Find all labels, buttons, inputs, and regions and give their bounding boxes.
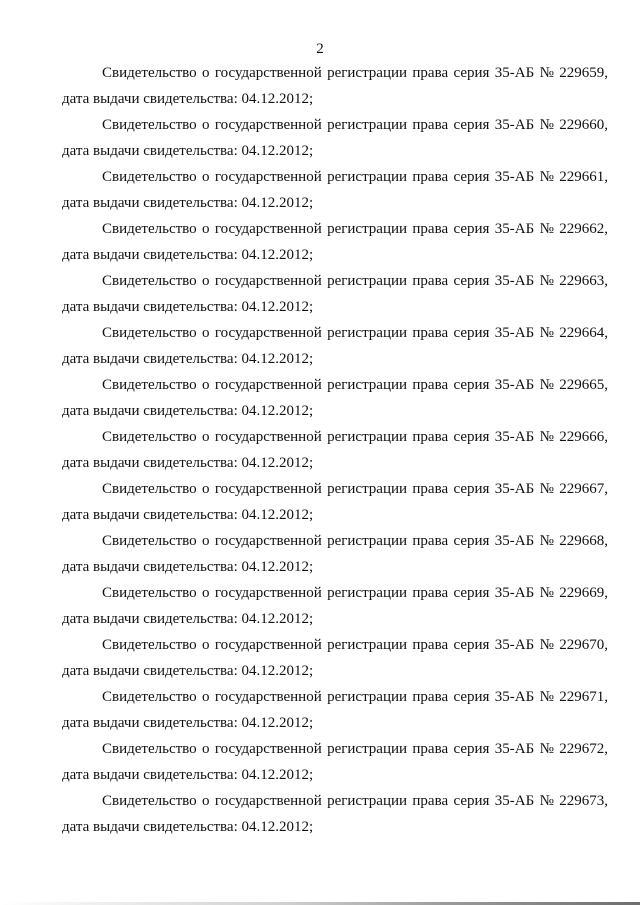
title-word: № xyxy=(539,533,554,549)
title-word: права xyxy=(412,117,449,133)
title-word: № xyxy=(539,793,554,809)
title-word: 35-АБ xyxy=(494,481,535,497)
certificate-title-line xyxy=(62,686,608,712)
title-word: 35-АБ xyxy=(494,221,535,237)
title-word: права xyxy=(412,793,449,809)
issue-date-line: дата выдачи свидетельства: 04.12.2012; xyxy=(62,455,314,471)
certificate-number: 229673, xyxy=(559,793,608,809)
title-word: регистрации xyxy=(327,325,408,341)
title-word: регистрации xyxy=(327,481,408,497)
certificate-number: 229664, xyxy=(559,325,608,341)
title-word: о xyxy=(201,533,210,549)
title-word: Свидетельство xyxy=(102,117,197,133)
title-word: права xyxy=(412,585,449,601)
issue-date-line: дата выдачи свидетельства: 04.12.2012; xyxy=(62,507,314,523)
certificate-entry xyxy=(62,166,608,218)
title-word: государственной xyxy=(214,325,322,341)
title-word: 35-АБ xyxy=(494,585,535,601)
issue-date-line: дата выдачи свидетельства: 04.12.2012; xyxy=(62,819,314,835)
certificate-number: 229660, xyxy=(559,117,608,133)
title-word: регистрации xyxy=(327,689,408,705)
issue-date-line: дата выдачи свидетельства: 04.12.2012; xyxy=(62,559,314,575)
certificate-number: 229672, xyxy=(559,741,608,757)
title-word: Свидетельство xyxy=(102,325,197,341)
certificate-number: 229663, xyxy=(559,273,608,289)
certificate-title-line xyxy=(62,62,608,88)
title-word: 35-АБ xyxy=(494,117,535,133)
title-word: права xyxy=(412,429,449,445)
title-word: о xyxy=(201,689,210,705)
title-word: государственной xyxy=(214,169,322,185)
title-word: о xyxy=(201,65,210,81)
title-word: о xyxy=(201,585,210,601)
title-word: № xyxy=(539,273,554,289)
title-word: Свидетельство xyxy=(102,65,197,81)
title-word: права xyxy=(412,481,449,497)
title-word: № xyxy=(539,65,554,81)
title-word: о xyxy=(201,429,210,445)
title-word: серия xyxy=(453,377,490,393)
title-word: № xyxy=(539,221,554,237)
title-word: Свидетельство xyxy=(102,637,197,653)
title-word: № xyxy=(539,585,554,601)
title-word: государственной xyxy=(214,637,322,653)
title-word: 35-АБ xyxy=(494,429,535,445)
issue-date-line: дата выдачи свидетельства: 04.12.2012; xyxy=(62,91,314,107)
title-word: права xyxy=(412,65,449,81)
certificate-entry xyxy=(62,374,608,426)
certificate-number: 229671, xyxy=(559,689,608,705)
title-word: серия xyxy=(453,637,490,653)
title-word: регистрации xyxy=(327,65,408,81)
title-word: регистрации xyxy=(327,117,408,133)
issue-date-line: дата выдачи свидетельства: 04.12.2012; xyxy=(62,403,314,419)
title-word: 35-АБ xyxy=(494,273,535,289)
title-word: серия xyxy=(453,65,490,81)
title-word: серия xyxy=(453,741,490,757)
title-word: № xyxy=(539,117,554,133)
certificate-title-line xyxy=(62,374,608,400)
issue-date-line: дата выдачи свидетельства: 04.12.2012; xyxy=(62,299,314,315)
title-word: Свидетельство xyxy=(102,481,197,497)
title-word: государственной xyxy=(214,689,322,705)
title-word: серия xyxy=(453,481,490,497)
certificate-title-line xyxy=(62,218,608,244)
certificate-entry xyxy=(62,426,608,478)
certificate-number: 229661, xyxy=(559,169,608,185)
title-word: о xyxy=(201,481,210,497)
issue-date-line: дата выдачи свидетельства: 04.12.2012; xyxy=(62,247,314,263)
title-word: регистрации xyxy=(327,533,408,549)
title-word: Свидетельство xyxy=(102,377,197,393)
title-word: серия xyxy=(453,117,490,133)
title-word: Свидетельство xyxy=(102,689,197,705)
title-word: № xyxy=(539,481,554,497)
title-word: регистрации xyxy=(327,377,408,393)
title-word: серия xyxy=(453,169,490,185)
title-word: Свидетельство xyxy=(102,585,197,601)
title-word: 35-АБ xyxy=(494,689,535,705)
title-word: регистрации xyxy=(327,637,408,653)
title-word: регистрации xyxy=(327,169,408,185)
title-word: 35-АБ xyxy=(494,637,535,653)
title-word: права xyxy=(412,325,449,341)
certificate-entry xyxy=(62,634,608,686)
title-word: о xyxy=(201,221,210,237)
title-word: о xyxy=(201,117,210,133)
title-word: регистрации xyxy=(327,221,408,237)
issue-date-line: дата выдачи свидетельства: 04.12.2012; xyxy=(62,767,314,783)
certificate-entry xyxy=(62,322,608,374)
certificate-entry xyxy=(62,218,608,270)
title-word: 35-АБ xyxy=(494,65,535,81)
title-word: права xyxy=(412,533,449,549)
title-word: 35-АБ xyxy=(494,377,535,393)
title-word: права xyxy=(412,221,449,237)
title-word: государственной xyxy=(214,65,322,81)
certificate-list xyxy=(62,62,608,842)
certificate-title-line xyxy=(62,582,608,608)
issue-date-line: дата выдачи свидетельства: 04.12.2012; xyxy=(62,143,314,159)
certificate-entry xyxy=(62,114,608,166)
certificate-entry xyxy=(62,270,608,322)
certificate-number: 229667, xyxy=(559,481,608,497)
title-word: серия xyxy=(453,221,490,237)
title-word: о xyxy=(201,637,210,653)
certificate-number: 229666, xyxy=(559,429,608,445)
title-word: Свидетельство xyxy=(102,221,197,237)
issue-date-line: дата выдачи свидетельства: 04.12.2012; xyxy=(62,195,314,211)
certificate-title-line xyxy=(62,166,608,192)
title-word: № xyxy=(539,637,554,653)
certificate-number: 229665, xyxy=(559,377,608,393)
title-word: о xyxy=(201,325,210,341)
title-word: о xyxy=(201,741,210,757)
title-word: регистрации xyxy=(327,741,408,757)
title-word: Свидетельство xyxy=(102,533,197,549)
title-word: серия xyxy=(453,273,490,289)
title-word: № xyxy=(539,377,554,393)
title-word: серия xyxy=(453,793,490,809)
title-word: регистрации xyxy=(327,793,408,809)
certificate-title-line xyxy=(62,270,608,296)
title-word: государственной xyxy=(214,481,322,497)
title-word: государственной xyxy=(214,273,322,289)
title-word: 35-АБ xyxy=(494,169,535,185)
title-word: серия xyxy=(453,325,490,341)
title-word: серия xyxy=(453,585,490,601)
certificate-entry xyxy=(62,686,608,738)
title-word: права xyxy=(412,689,449,705)
title-word: серия xyxy=(453,689,490,705)
certificate-title-line xyxy=(62,426,608,452)
title-word: государственной xyxy=(214,117,322,133)
title-word: государственной xyxy=(214,793,322,809)
title-word: 35-АБ xyxy=(494,793,535,809)
title-word: права xyxy=(412,273,449,289)
title-word: государственной xyxy=(214,429,322,445)
certificate-title-line xyxy=(62,790,608,816)
title-word: серия xyxy=(453,533,490,549)
title-word: Свидетельство xyxy=(102,741,197,757)
title-word: 35-АБ xyxy=(494,741,535,757)
title-word: Свидетельство xyxy=(102,169,197,185)
title-word: государственной xyxy=(214,533,322,549)
title-word: № xyxy=(539,741,554,757)
certificate-entry xyxy=(62,530,608,582)
certificate-title-line xyxy=(62,634,608,660)
title-word: № xyxy=(539,325,554,341)
issue-date-line: дата выдачи свидетельства: 04.12.2012; xyxy=(62,663,314,679)
title-word: о xyxy=(201,377,210,393)
issue-date-line: дата выдачи свидетельства: 04.12.2012; xyxy=(62,715,314,731)
certificate-entry xyxy=(62,478,608,530)
certificate-number: 229659, xyxy=(559,65,608,81)
title-word: права xyxy=(412,741,449,757)
title-word: государственной xyxy=(214,377,322,393)
certificate-title-line xyxy=(62,478,608,504)
title-word: о xyxy=(201,169,210,185)
title-word: о xyxy=(201,273,210,289)
title-word: регистрации xyxy=(327,429,408,445)
issue-date-line: дата выдачи свидетельства: 04.12.2012; xyxy=(62,351,314,367)
title-word: № xyxy=(539,689,554,705)
title-word: 35-АБ xyxy=(494,325,535,341)
title-word: 35-АБ xyxy=(494,533,535,549)
title-word: государственной xyxy=(214,741,322,757)
certificate-entry xyxy=(62,582,608,634)
certificate-title-line xyxy=(62,738,608,764)
certificate-title-line xyxy=(62,114,608,140)
certificate-entry xyxy=(62,790,608,842)
certificate-entry xyxy=(62,738,608,790)
title-word: регистрации xyxy=(327,273,408,289)
certificate-number: 229668, xyxy=(559,533,608,549)
title-word: государственной xyxy=(214,221,322,237)
title-word: № xyxy=(539,169,554,185)
title-word: государственной xyxy=(214,585,322,601)
title-word: № xyxy=(539,429,554,445)
certificate-number: 229662, xyxy=(559,221,608,237)
certificate-title-line xyxy=(62,322,608,348)
certificate-number: 229669, xyxy=(559,585,608,601)
title-word: права xyxy=(412,637,449,653)
issue-date-line: дата выдачи свидетельства: 04.12.2012; xyxy=(62,611,314,627)
certificate-entry xyxy=(62,62,608,114)
title-word: права xyxy=(412,169,449,185)
page-number: 2 xyxy=(316,41,324,57)
title-word: права xyxy=(412,377,449,393)
title-word: Свидетельство xyxy=(102,793,197,809)
title-word: о xyxy=(201,793,210,809)
certificate-number: 229670, xyxy=(559,637,608,653)
certificate-title-line xyxy=(62,530,608,556)
title-word: Свидетельство xyxy=(102,429,197,445)
title-word: регистрации xyxy=(327,585,408,601)
title-word: серия xyxy=(453,429,490,445)
title-word: Свидетельство xyxy=(102,273,197,289)
